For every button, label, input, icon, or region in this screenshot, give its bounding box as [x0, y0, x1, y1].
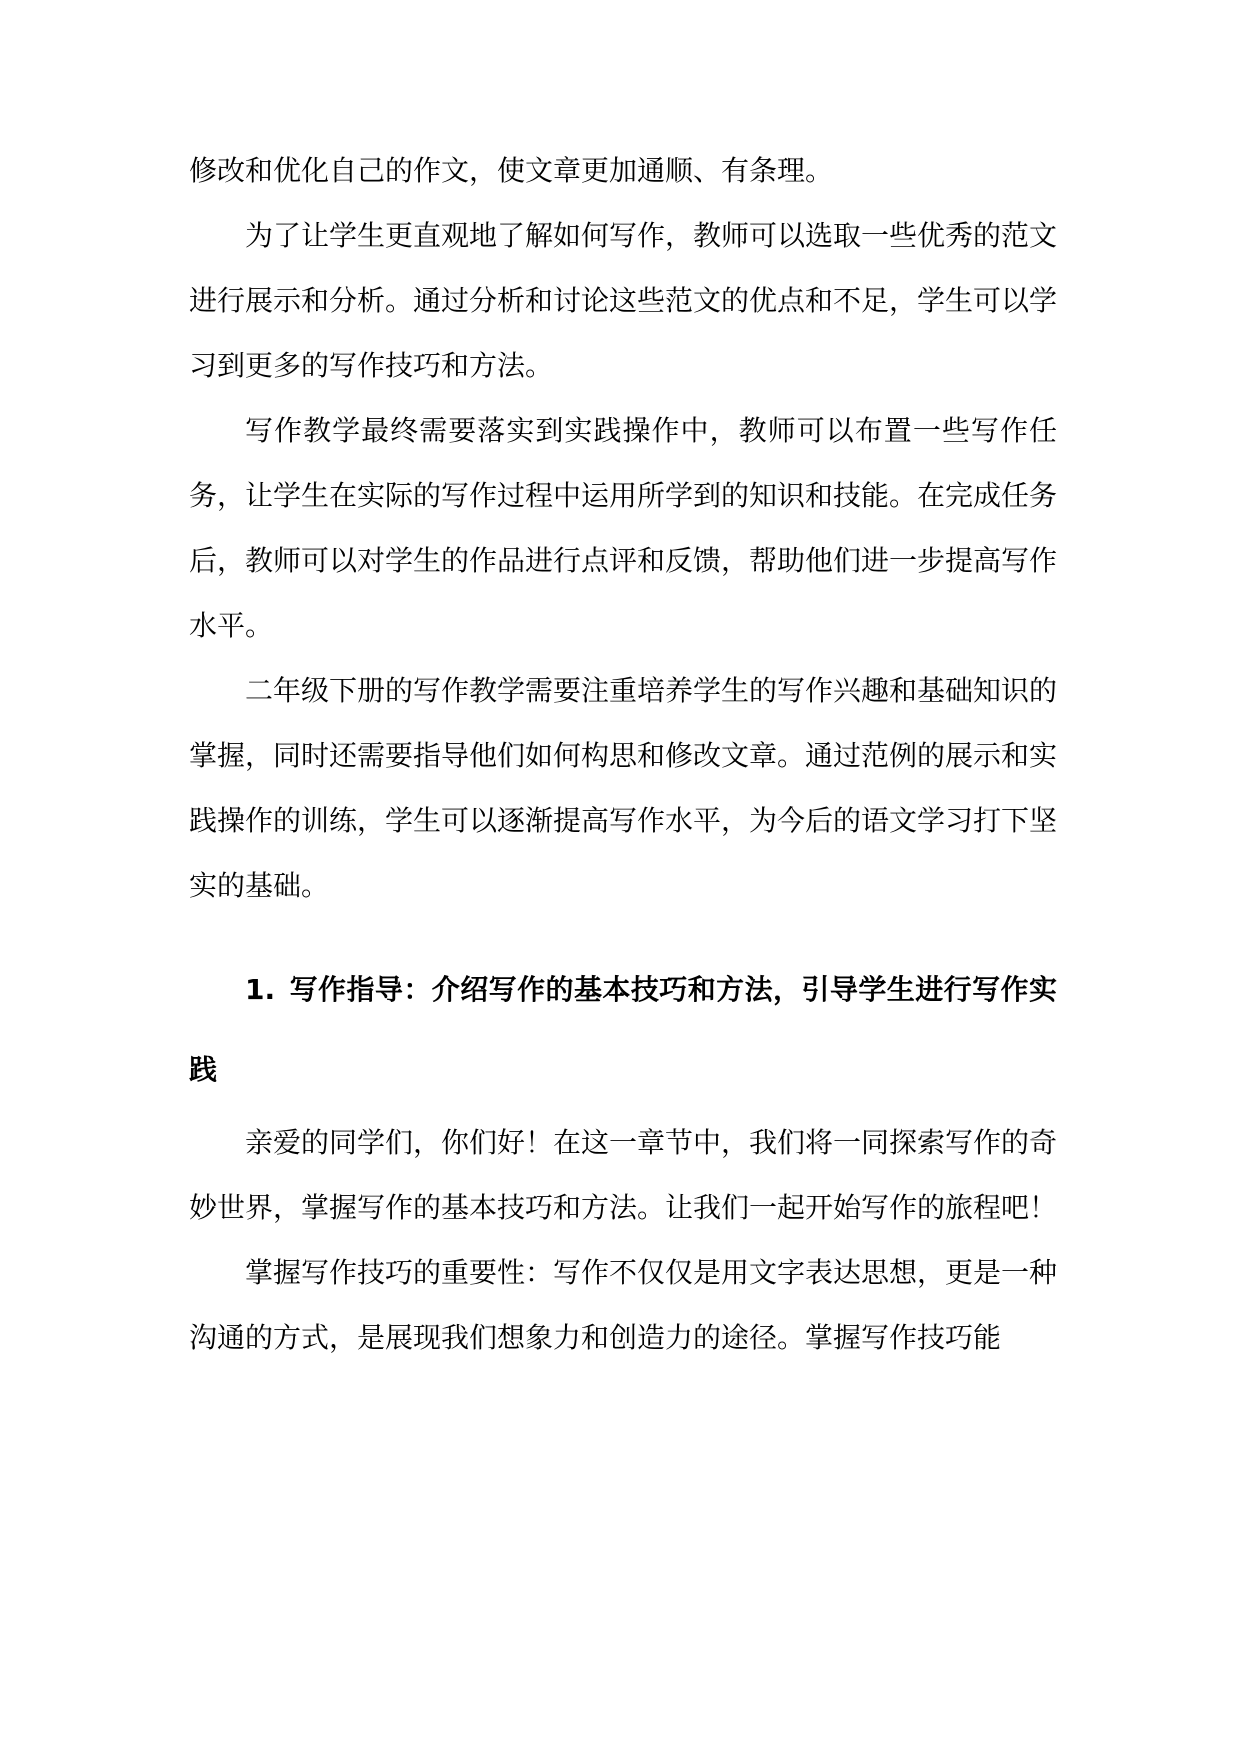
paragraph: 修改和优化自己的作文，使文章更加通顺、有条理。 [189, 154, 834, 187]
document-body [189, 138, 1057, 1370]
paragraph: 写作教学最终需要落实到实践操作中，教师可以布置一些写作任务，让学生在实际的写作过程中运用所学到的知识和技能。在完成任务后，教师可以对学生的作品进行点评和反馈，帮助他们进一步提高写作水平。 [189, 414, 1058, 642]
paragraph: 亲爱的同学们，你们好！在这一章节中，我们将一同探索写作的奇妙世界，掌握写作的基本技巧和方法。让我们一起开始写作的旅程吧！ [189, 1126, 1058, 1224]
section-heading [189, 950, 1057, 1110]
paragraph: 二年级下册的写作教学需要注重培养学生的写作兴趣和基础知识的掌握，同时还需要指导他们如何构思和修改文章。通过范例的展示和实践操作的训练，学生可以逐渐提高写作水平，为今后的语文学习打下坚实的基础。 [189, 674, 1058, 902]
section-title: 写作指导：介绍写作的基本技巧和方法，引导学生进行写作实践 [189, 973, 1057, 1086]
paragraph: 为了让学生更直观地了解如何写作，教师可以选取一些优秀的范文进行展示和分析。通过分析和讨论这些范文的优点和不足，学生可以学习到更多的写作技巧和方法。 [189, 219, 1058, 382]
section-number: 1. [245, 973, 276, 1006]
paragraph: 掌握写作技巧的重要性：写作不仅仅是用文字表达思想，更是一种沟通的方式，是展现我们想象力和创造力的途径。掌握写作技巧能 [189, 1256, 1058, 1354]
